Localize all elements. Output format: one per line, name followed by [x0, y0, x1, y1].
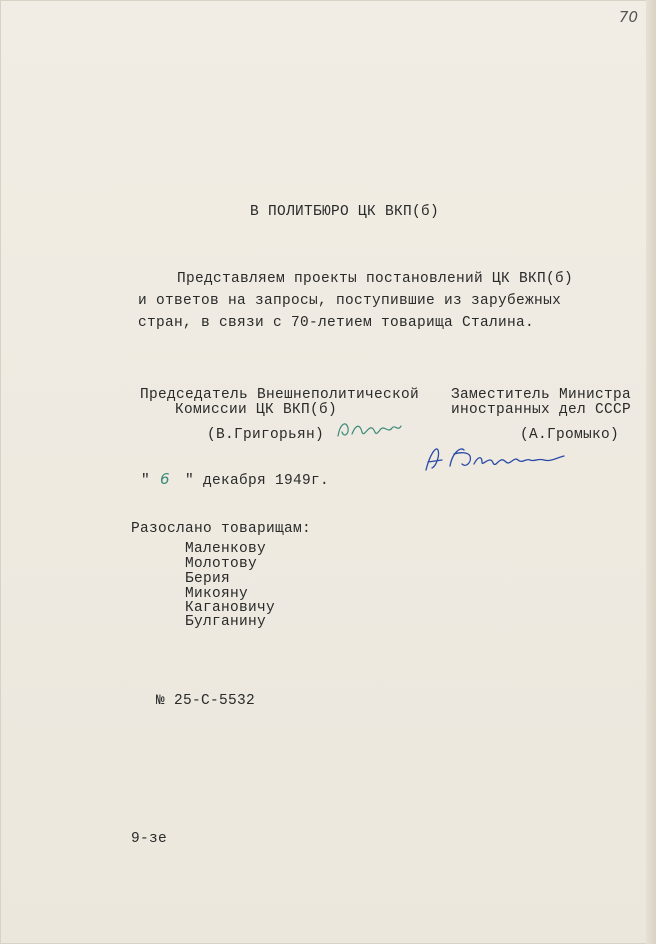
page-edge [646, 0, 656, 944]
distribution-name: Булганину [185, 614, 267, 630]
distribution-name: Кагановичу [185, 600, 276, 616]
left-signer-title-2: Комиссии ЦК ВКП(б) [175, 402, 338, 418]
right-signer-title-1: Заместитель Министра [451, 387, 632, 403]
date-close-quote: " [185, 473, 195, 489]
left-signer-name: (В.Григорьян) [207, 427, 325, 443]
distribution-name: Берия [185, 571, 231, 587]
document-number: № 25-С-5532 [156, 693, 256, 709]
right-signer-title-2: иностранных дел СССР [451, 402, 632, 418]
left-signature [334, 412, 404, 446]
page-number: 70 [618, 8, 638, 26]
footer-code: 9-зе [131, 831, 168, 847]
body-line-1: Представляем проекты постановлений ЦК ВКП(б) [177, 271, 574, 287]
date-day: 6 [160, 470, 170, 488]
right-signature [420, 440, 570, 476]
body-line-2: и ответов на запросы, поступившие из зарубежных [138, 293, 562, 309]
body-line-3: стран, в связи с 70-летием товарища Сталина. [138, 315, 535, 331]
date-month-year: декабря 1949г. [203, 473, 330, 489]
distribution-label: Разослано товарищам: [131, 521, 312, 537]
distribution-name: Маленкову [185, 541, 267, 557]
addressee-header: В ПОЛИТБЮРО ЦК ВКП(б) [250, 204, 440, 220]
distribution-name: Микояну [185, 586, 249, 602]
date-open-quote: " [141, 473, 151, 489]
right-signer-name: (А.Громыко) [520, 427, 620, 443]
distribution-name: Молотову [185, 556, 258, 572]
left-signer-title-1: Председатель Внешнеполитической [140, 387, 420, 403]
